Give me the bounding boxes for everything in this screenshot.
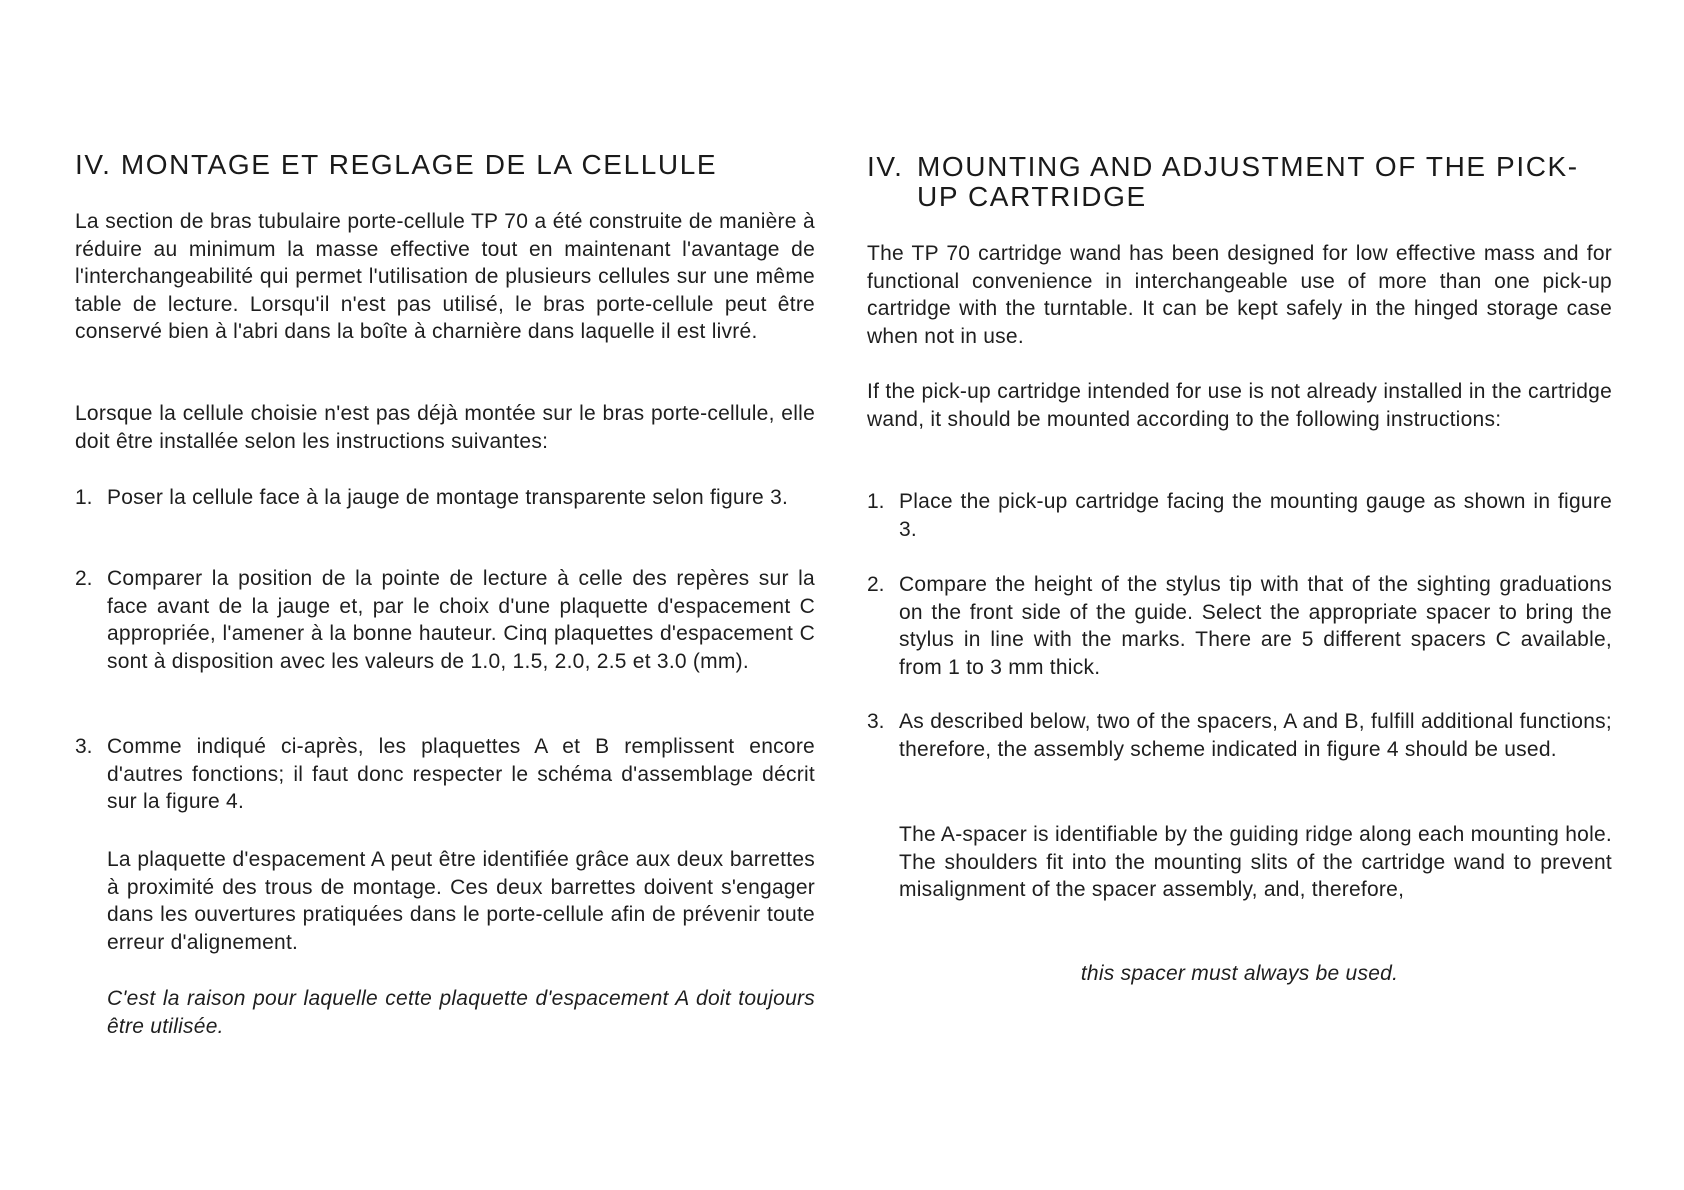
english-instructions-paragraph: If the pick-up cartridge intended for use is not already installed in the cartridge wand, it should be mounted according to the following instructions: [867, 380, 1612, 431]
english-italic-note: this spacer must always be used. [1080, 962, 1399, 985]
list-text: Compare the height of the stylus tip with that of the sighting graduations on the front side of the guide. Select the appropriate spacer to bring the stylus in line with the marks. There are 5 different spacers C available, from 1 to 3 mm thick. [899, 573, 1612, 679]
english-intro-paragraph: The TP 70 cartridge wand has been designed for low effective mass and for functional convenience in interchangeable use of more than one pick-up cartridge with the turntable. It can be kept safely in the hinged storage case when not in use. [867, 242, 1612, 348]
french-intro-paragraph: La section de bras tubulaire porte-cellule TP 70 a été construite de manière à réduire au minimum la masse effective tout en maintenant l'avantage de l'interchangeabilité qui permet l'utilisation de plusieurs cellules sur une même table de lecture. Lorsqu'il n'est pas utilisé, le bras porte-cellule peut être conservé bien à l'abri dans la boîte à charnière dans laquelle il est livré. [75, 210, 815, 343]
list-number: 3. [75, 735, 93, 758]
list-number: 1. [867, 490, 885, 513]
list-number: 2. [75, 567, 93, 590]
english-heading-number: IV. [867, 151, 904, 182]
french-italic-note: C'est la raison pour laquelle cette plaquette d'espacement A doit toujours être utilisée. [107, 987, 815, 1038]
list-number: 3. [867, 710, 885, 733]
french-list-item-2 [75, 565, 815, 675]
english-list-item-1 [867, 488, 1612, 543]
list-number: 2. [867, 573, 885, 596]
list-text: Place the pick-up cartridge facing the mounting gauge as shown in figure 3. [899, 490, 1612, 541]
french-spacer-a-paragraph: La plaquette d'espacement A peut être identifiée grâce aux deux barrettes à proximité des trous de montage. Ces deux barrettes doivent s'engager dans les ouvertures pratiquées dans le porte-cellule afin de prévenir toute erreur d'alignement. [107, 848, 815, 954]
english-heading-line-2: UP CARTRIDGE [917, 181, 1147, 212]
list-text: Comparer la position de la pointe de lecture à celle des repères sur la face avant de la jauge et, par le choix d'une plaquette d'espacement C appropriée, l'amener à la bonne hauteur. Cinq plaquettes d'espacement C sont à disposition avec les valeurs de 1.0, 1.5, 2.0, 2.5 et 3.0 (mm). [107, 567, 815, 673]
english-heading [867, 152, 1612, 212]
french-instructions-paragraph: Lorsque la cellule choisie n'est pas déjà montée sur le bras porte-cellule, elle doit être installée selon les instructions suivantes: [75, 402, 815, 453]
list-number: 1. [75, 486, 93, 509]
list-text: As described below, two of the spacers, A and B, fulfill additional functions; therefore, the assembly scheme indicated in figure 4 should be used. [899, 710, 1612, 761]
english-heading-line-1: MOUNTING AND ADJUSTMENT OF THE PICK- [917, 151, 1579, 182]
french-heading: IV. MONTAGE ET REGLAGE DE LA CELLULE [75, 149, 718, 180]
english-list-item-3 [867, 708, 1612, 763]
english-list-item-2 [867, 571, 1612, 681]
english-spacer-a-paragraph: The A-spacer is identifiable by the guiding ridge along each mounting hole. The shoulders fit into the mounting slits of the cartridge wand to prevent misalignment of the spacer assembly, and, therefore, [899, 823, 1612, 901]
french-list-item-1 [75, 484, 815, 512]
list-text: Poser la cellule face à la jauge de montage transparente selon figure 3. [107, 486, 789, 509]
french-list-item-3 [75, 733, 815, 816]
list-text: Comme indiqué ci-après, les plaquettes A et B remplissent encore d'autres fonctions; il faut donc respecter le schéma d'assemblage décrit sur la figure 4. [107, 735, 815, 813]
